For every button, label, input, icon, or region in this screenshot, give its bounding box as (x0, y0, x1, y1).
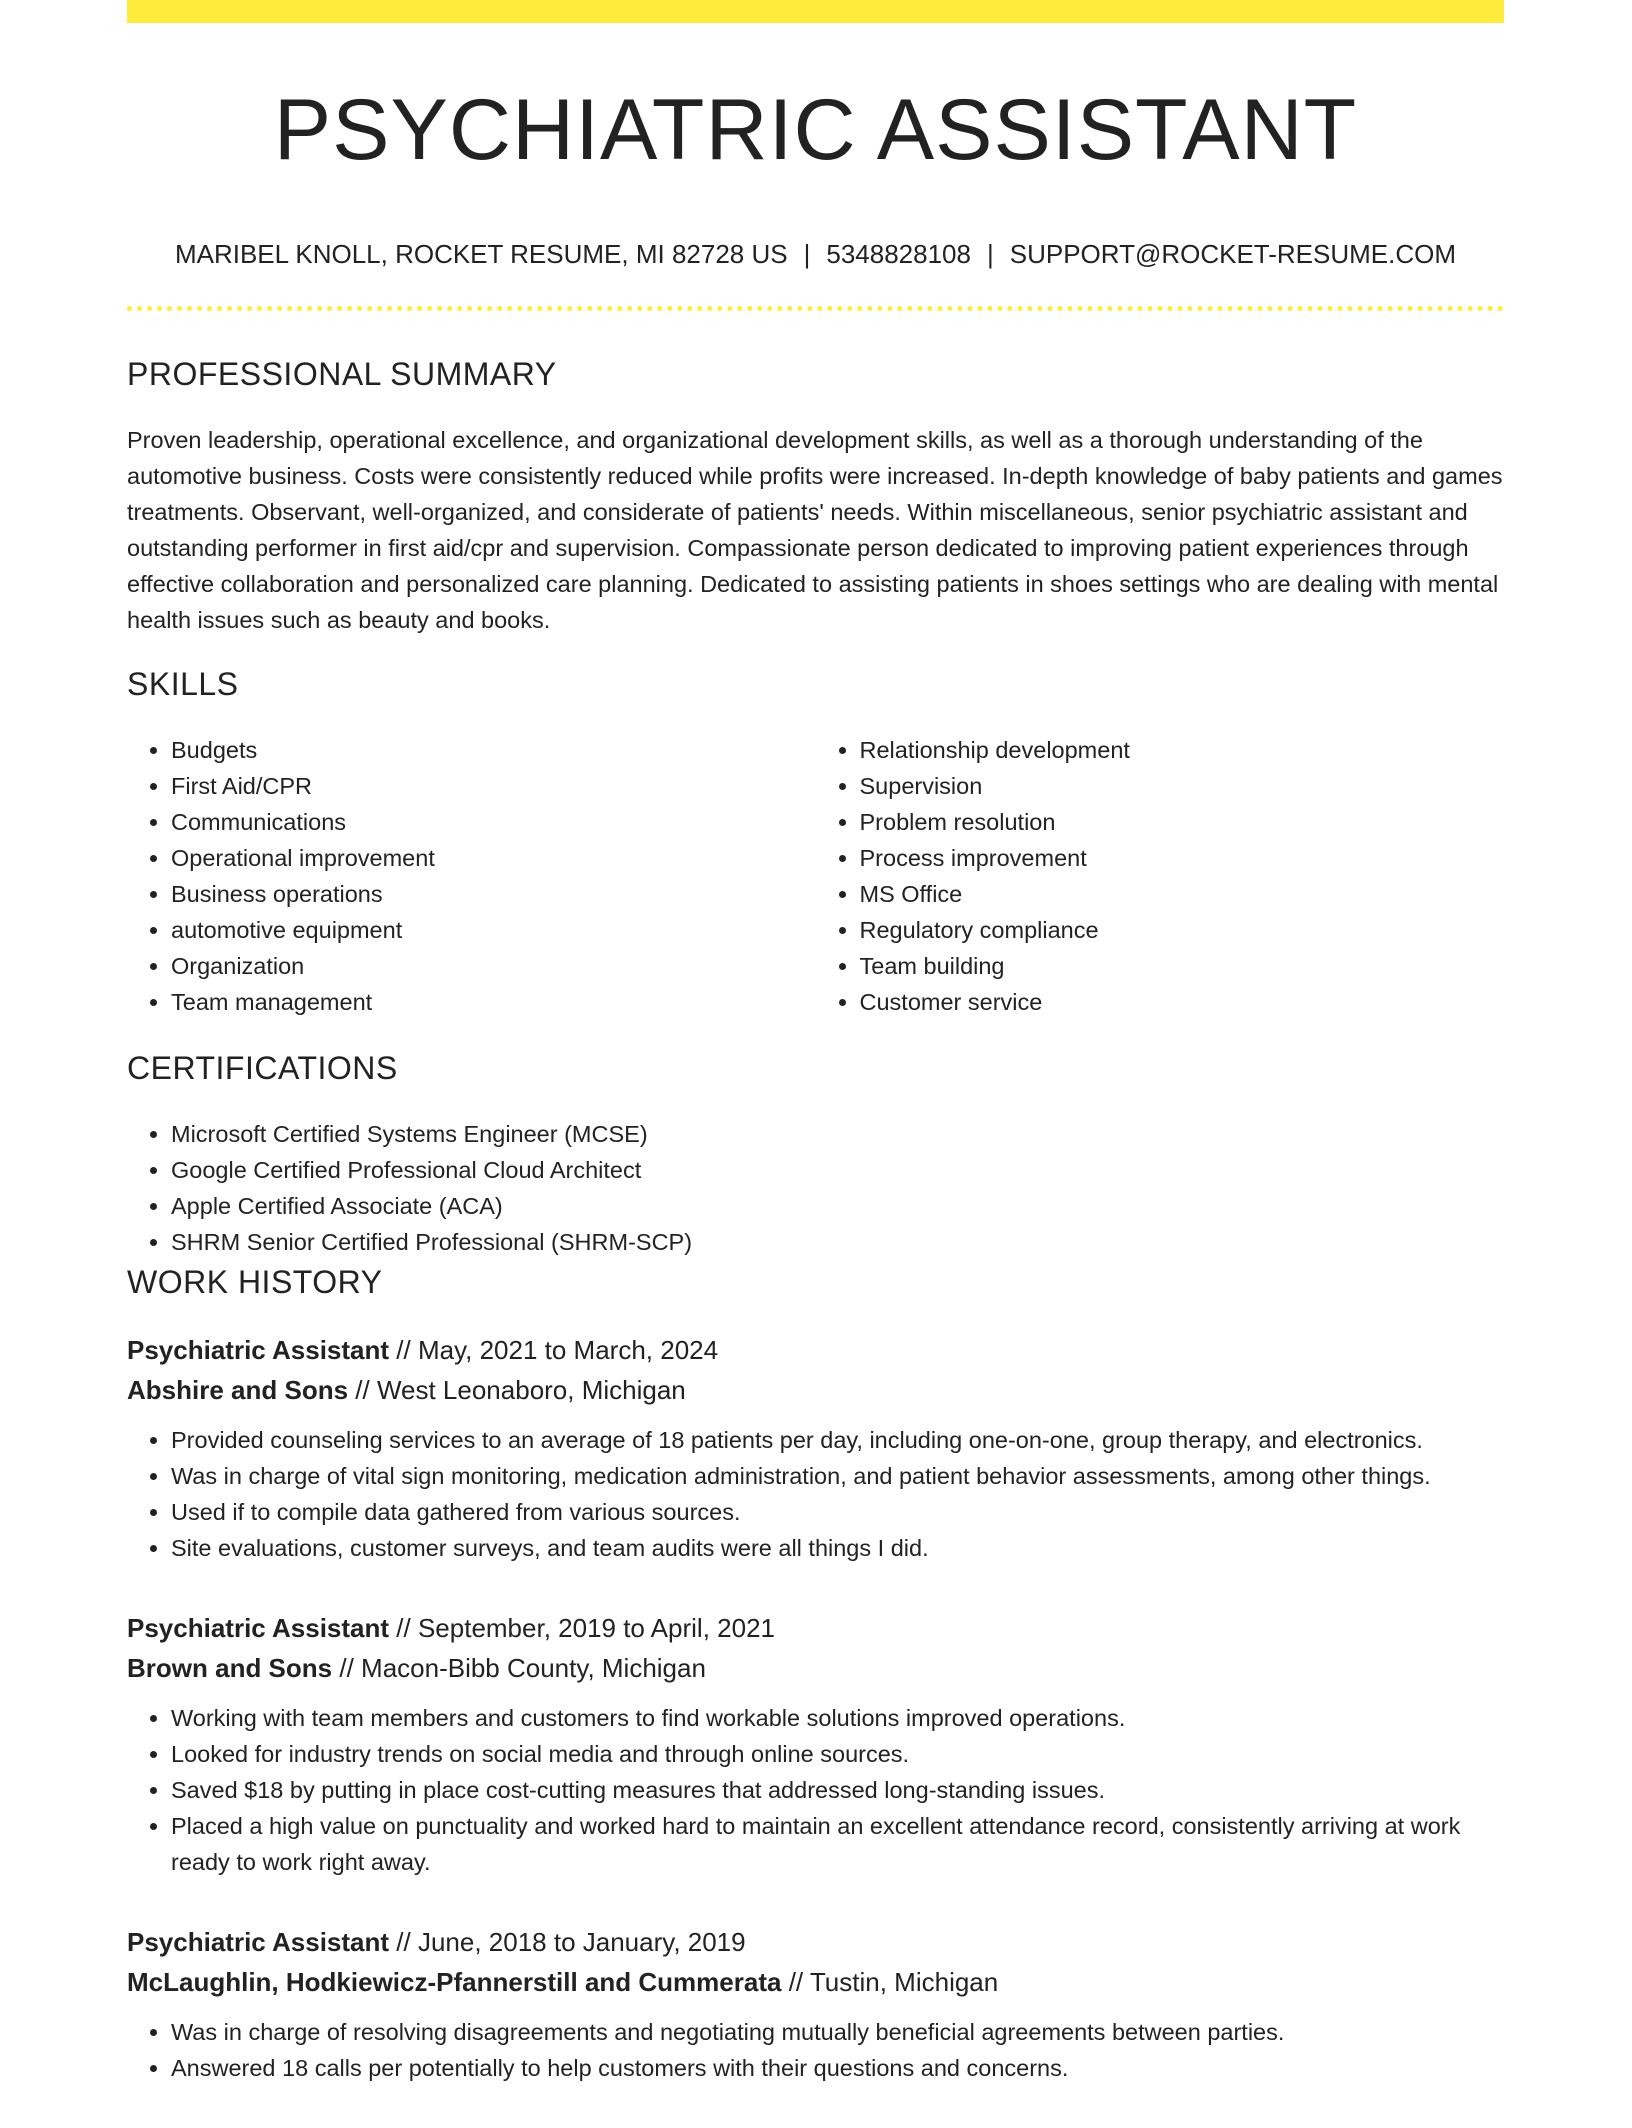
job-title: Psychiatric Assistant (127, 1613, 390, 1643)
job-company: McLaughlin, Hodkiewicz-Pfannerstill and Cummerata (127, 1967, 782, 1997)
skill-item: • Customer service (860, 984, 1505, 1020)
dotted-divider (127, 306, 1504, 311)
certifications-heading: CERTIFICATIONS (127, 1050, 398, 1086)
job-bullet: • Answered 18 calls per potentially to help customers with their questions and concerns. (171, 2050, 1504, 2086)
job-entry (127, 1330, 1504, 1566)
job-bullet: • Working with team members and customers to find workable solutions improved operations. (171, 1700, 1504, 1736)
contact-phone: 5348828108 (826, 239, 971, 269)
skill-item: • First Aid/CPR (171, 768, 816, 804)
job-bullet: • Placed a high value on punctuality and worked hard to maintain an excellent attendance record, consistently arriving at work ready to work right away. (171, 1808, 1504, 1880)
skill-item: • Operational improvement (171, 840, 816, 876)
job-dates: // May, 2021 to March, 2024 (396, 1335, 719, 1365)
contact-separator: | (986, 239, 994, 269)
summary-section (127, 352, 1504, 638)
skill-item: • Organization (171, 948, 816, 984)
skill-item: • Team management (171, 984, 816, 1020)
skill-item: • Problem resolution (860, 804, 1505, 840)
job-bullets (127, 1422, 1504, 1566)
contact-separator: | (803, 239, 811, 269)
job-location: // Tustin, Michigan (788, 1967, 999, 1997)
skills-section (127, 662, 1504, 1020)
work-history-heading: WORK HISTORY (127, 1264, 383, 1300)
contact-address: MARIBEL KNOLL, ROCKET RESUME, MI 82728 US (174, 239, 788, 269)
certification-item: • SHRM Senior Certified Professional (SHRM-SCP) (171, 1224, 1504, 1260)
skill-item: • Business operations (171, 876, 816, 912)
resume-content (127, 352, 1504, 2128)
skill-item: • Relationship development (860, 732, 1505, 768)
job-location: // West Leonaboro, Michigan (355, 1375, 686, 1405)
certifications-list (127, 1116, 1504, 1260)
job-company-line (127, 1648, 1504, 1688)
skills-columns (127, 732, 1504, 1020)
certifications-section (127, 1046, 1504, 1260)
job-dates: // June, 2018 to January, 2019 (396, 1927, 746, 1957)
skill-item: • Budgets (171, 732, 816, 768)
accent-bar (127, 0, 1504, 23)
certification-item: • Google Certified Professional Cloud Architect (171, 1152, 1504, 1188)
job-title-line (127, 1922, 1504, 1962)
certification-item: • Apple Certified Associate (ACA) (171, 1188, 1504, 1224)
job-title-line (127, 1608, 1504, 1648)
skill-item: • Supervision (860, 768, 1505, 804)
job-bullet: • Site evaluations, customer surveys, and team audits were all things I did. (171, 1530, 1504, 1566)
summary-text: Proven leadership, operational excellence, and organizational development skills, as well as a thorough understanding of the automotive business. Costs were consistently reduced while profits were increased. In-depth knowledge of baby patients and games treatments. Observant, well-organized, and considerate of patients' needs. Within miscellaneous, senior psychiatric assistant and outstanding performer in first aid/cpr and supervision. Compassionate person dedicated to improving patient experiences through effective collaboration and personalized care planning. Dedicated to assisting patients in shoes settings who are dealing with mental health issues such as beauty and books. (127, 427, 1503, 633)
skills-heading: SKILLS (127, 666, 239, 702)
contact-line (127, 236, 1504, 272)
contact-email: SUPPORT@ROCKET-RESUME.COM (1009, 239, 1457, 269)
job-bullet: • Saved $18 by putting in place cost-cutting measures that addressed long-standing issues. (171, 1772, 1504, 1808)
certification-item: • Microsoft Certified Systems Engineer (MCSE) (171, 1116, 1504, 1152)
resume-title: PSYCHIATRIC ASSISTANT (273, 82, 1358, 178)
skill-item: • Process improvement (860, 840, 1505, 876)
job-bullet: • Provided counseling services to an average of 18 patients per day, including one-on-one, group therapy, and electronics. (171, 1422, 1504, 1458)
skill-item: • automotive equipment (171, 912, 816, 948)
skill-item: • MS Office (860, 876, 1505, 912)
work-history-section (127, 1260, 1504, 2086)
job-entry (127, 1922, 1504, 2086)
summary-heading: PROFESSIONAL SUMMARY (127, 356, 557, 392)
skill-item: • Team building (860, 948, 1505, 984)
job-location: // Macon-Bibb County, Michigan (339, 1653, 706, 1683)
skills-list-left (127, 732, 816, 1020)
job-bullets (127, 2014, 1504, 2086)
job-bullets (127, 1700, 1504, 1880)
job-bullet: • Was in charge of vital sign monitoring, medication administration, and patient behavior assessments, among other things. (171, 1458, 1504, 1494)
skill-item: • Regulatory compliance (860, 912, 1505, 948)
skills-list-right (816, 732, 1505, 1020)
job-bullet: • Looked for industry trends on social media and through online sources. (171, 1736, 1504, 1772)
job-entry (127, 1608, 1504, 1880)
job-company: Abshire and Sons (127, 1375, 349, 1405)
job-dates: // September, 2019 to April, 2021 (396, 1613, 775, 1643)
job-title: Psychiatric Assistant (127, 1927, 390, 1957)
skill-item: • Communications (171, 804, 816, 840)
job-bullet: • Used if to compile data gathered from various sources. (171, 1494, 1504, 1530)
job-company: Brown and Sons (127, 1653, 333, 1683)
job-title: Psychiatric Assistant (127, 1335, 390, 1365)
job-bullet: • Was in charge of resolving disagreements and negotiating mutually beneficial agreements between parties. (171, 2014, 1504, 2050)
job-company-line (127, 1370, 1504, 1410)
job-title-line (127, 1330, 1504, 1370)
job-company-line (127, 1962, 1504, 2002)
